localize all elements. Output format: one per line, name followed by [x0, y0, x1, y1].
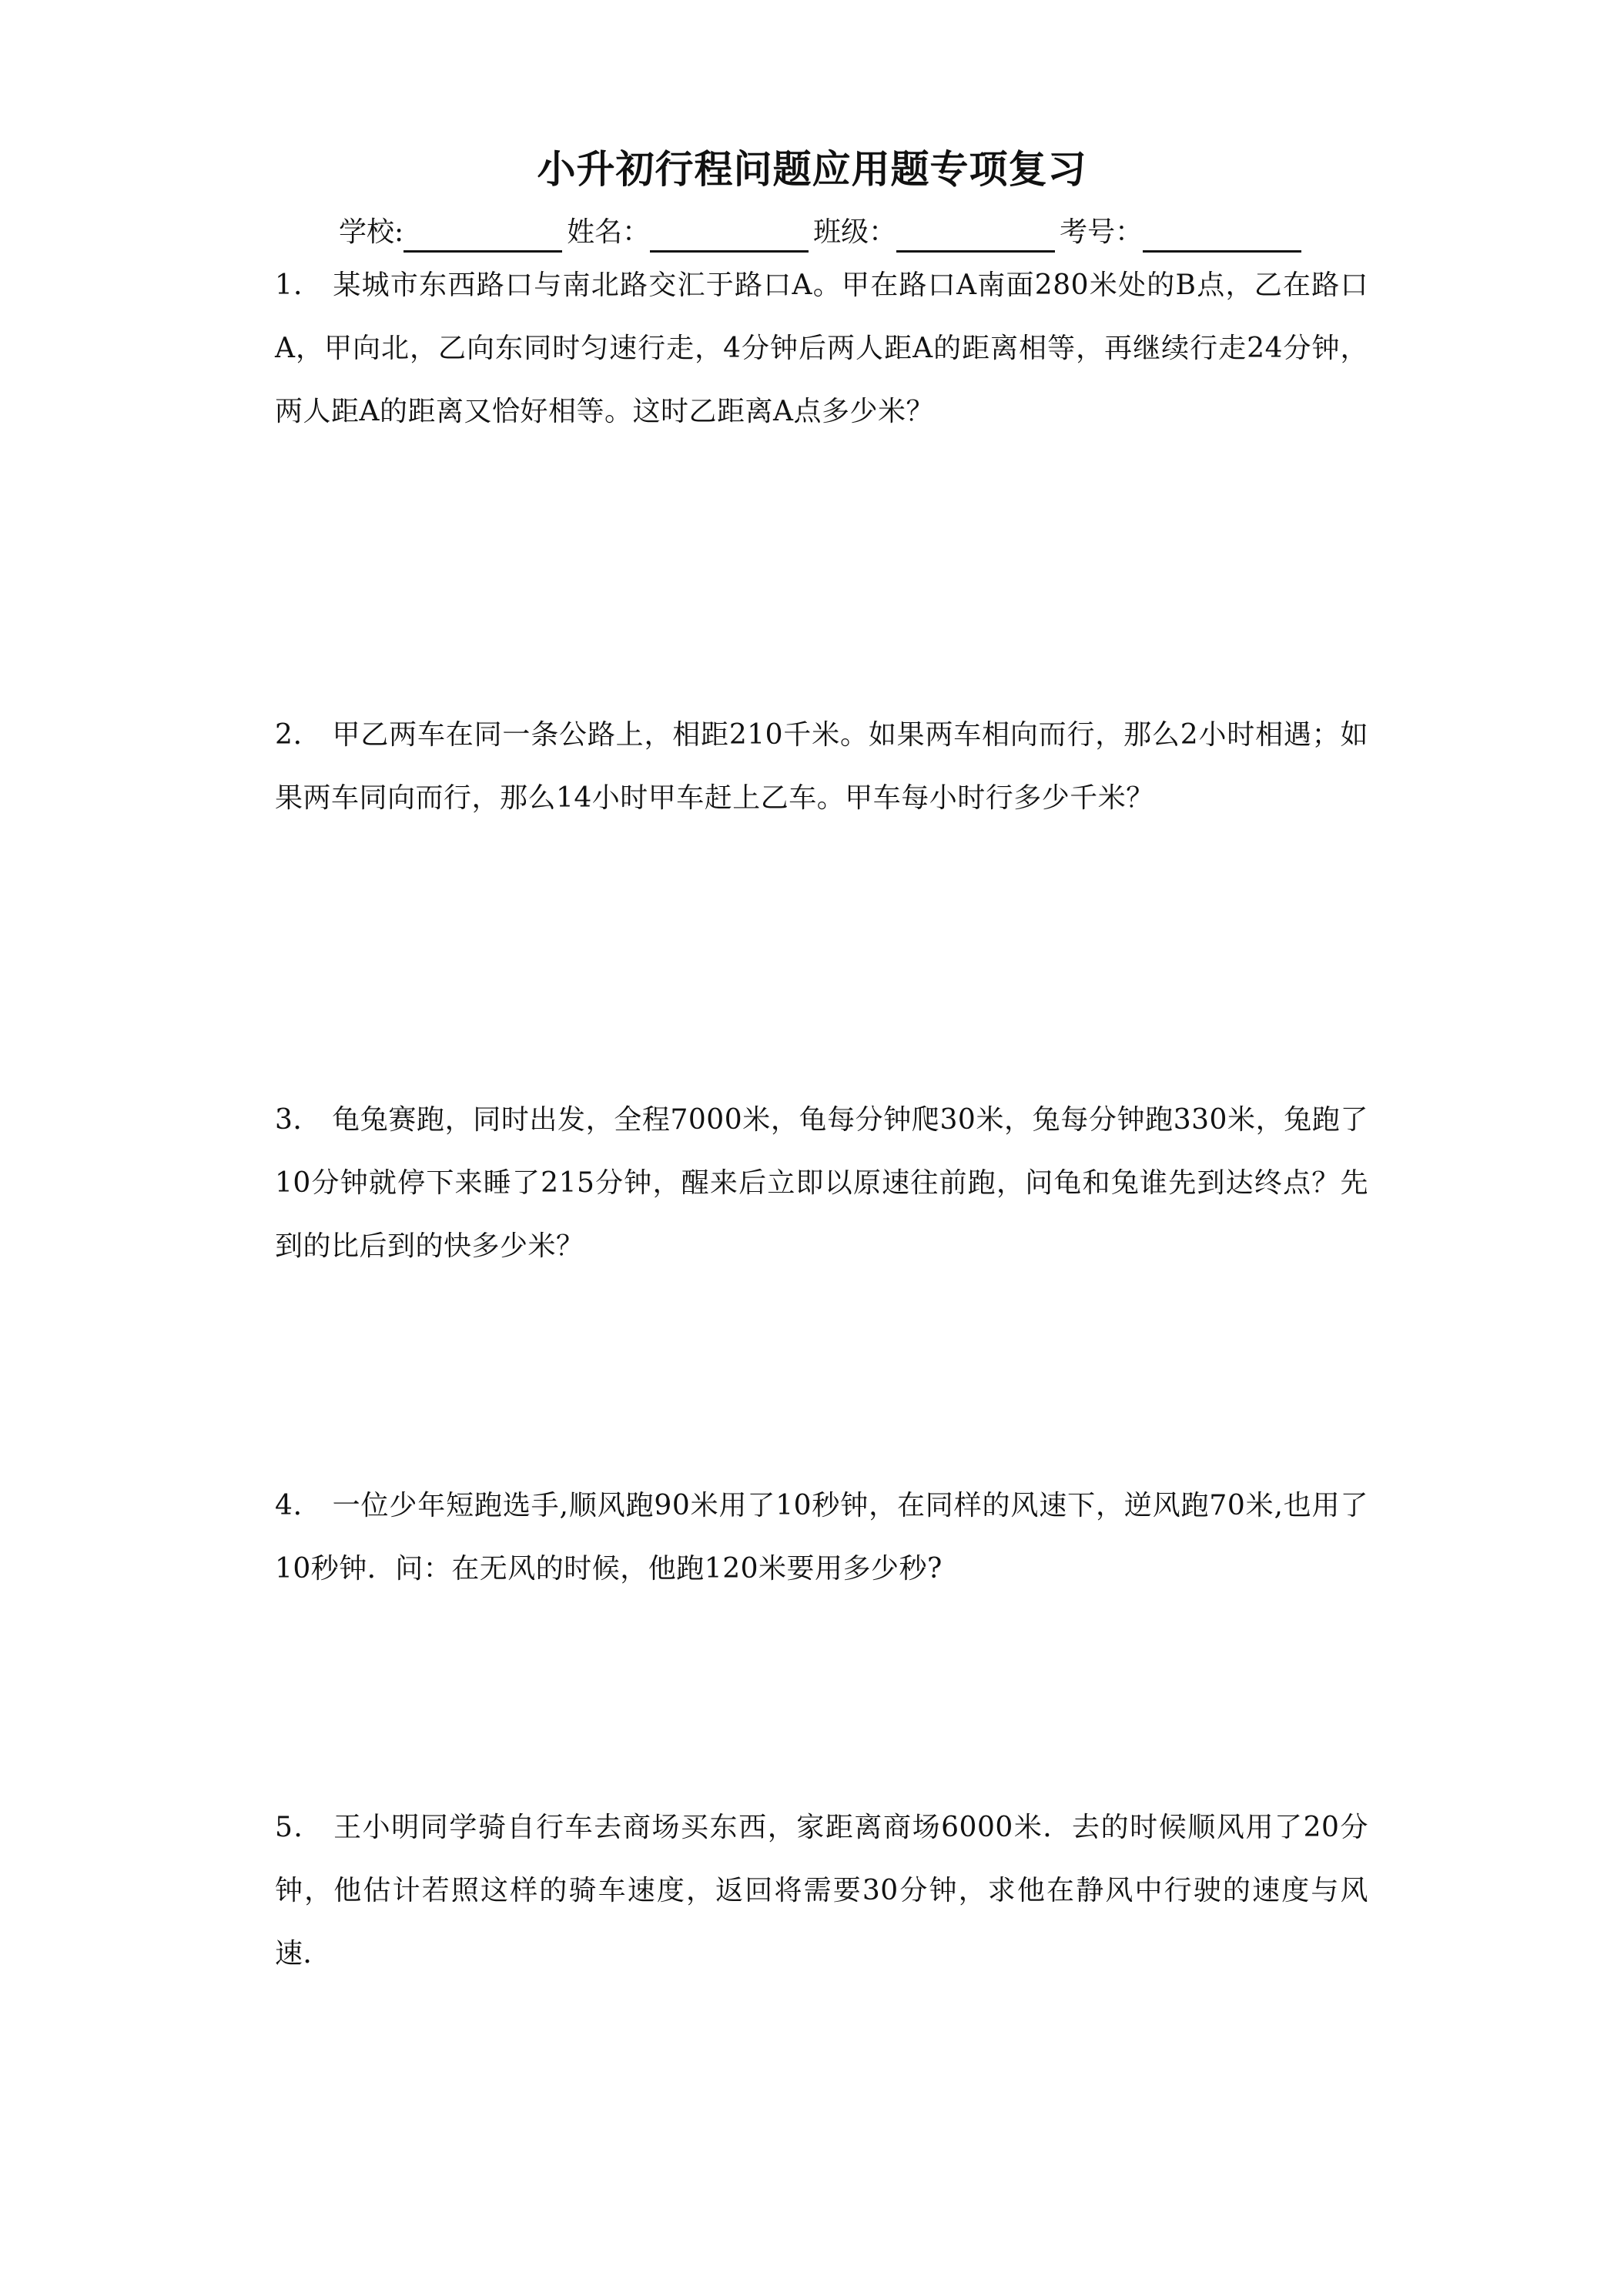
question-number: 1．: [275, 269, 323, 301]
question-1: [275, 254, 1368, 443]
question-text: 王小明同学骑自行车去商场买东西，家距离商场6000米．去的时候顺风用了20分钟，他估计若照这样的骑车速度，返回将需要30分钟，求他在静风中行驶的速度与风速．: [275, 1812, 1368, 1970]
school-label: 学校:: [339, 216, 404, 248]
question-number: 4．: [275, 1490, 322, 1521]
worksheet-title: 小升初行程问题应用题专项复习: [537, 147, 1087, 192]
question-2: [275, 704, 1368, 830]
exam-number-blank: [1143, 219, 1301, 253]
student-info-row: [339, 211, 1306, 253]
class-blank: [896, 219, 1055, 253]
name-blank: [650, 219, 809, 253]
question-3: [275, 1089, 1368, 1278]
question-text: 龟兔赛跑，同时出发，全程7000米，龟每分钟爬30米，兔每分钟跑330米，兔跑了10分钟就停下来睡了215分钟，醒来后立即以原速往前跑，问龟和兔谁先到达终点？先到的比后到的快多少米？: [275, 1104, 1369, 1262]
question-text: 一位少年短跑选手,顺风跑90米用了10秒钟，在同样的风速下，逆风跑70米,也用了10秒钟．问：在无风的时候，他跑120米要用多少秒?: [275, 1490, 1368, 1585]
question-5: [275, 1796, 1368, 1986]
question-text: 甲乙两车在同一条公路上，相距210千米。如果两车相向而行，那么2小时相遇；如果两车同向而行，那么14小时甲车赶上乙车。甲车每小时行多少千米？: [275, 719, 1368, 814]
school-blank: [403, 219, 562, 253]
question-4: [275, 1474, 1368, 1601]
exam-number-label: 考号：: [1060, 216, 1143, 248]
question-number: 5．: [275, 1812, 323, 1843]
question-text: 某城市东西路口与南北路交汇于路口A。甲在路口A南面280米处的B点，乙在路口A，甲向北，乙向东同时匀速行走，4分钟后两人距A的距离相等，再继续行走24分钟，两人距A的距离又恰好相等。这时乙距离A点多少米？: [275, 269, 1368, 427]
class-label: 班级：: [813, 216, 897, 248]
name-label: 姓名：: [567, 216, 651, 248]
question-number: 3．: [275, 1104, 322, 1136]
question-number: 2．: [275, 719, 322, 751]
